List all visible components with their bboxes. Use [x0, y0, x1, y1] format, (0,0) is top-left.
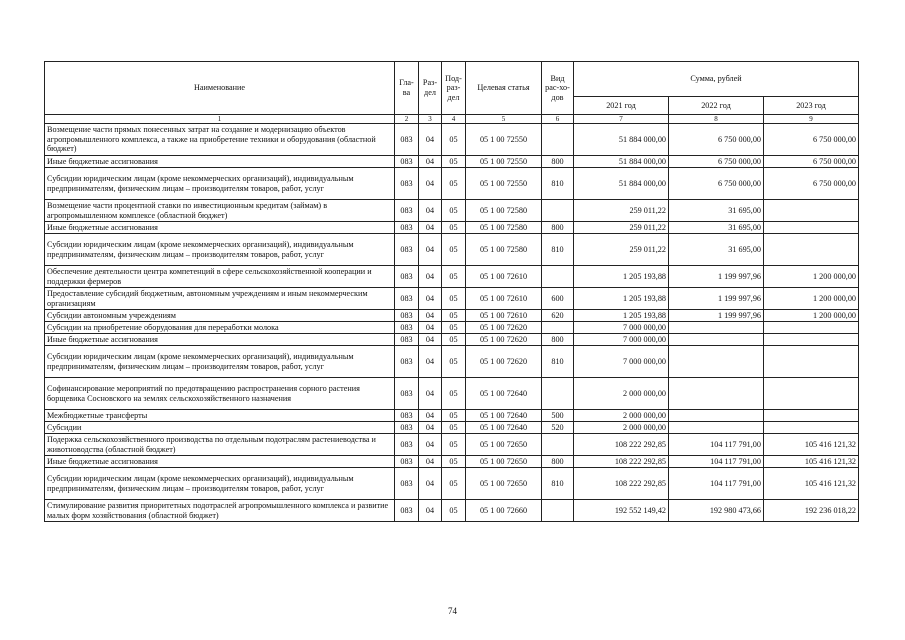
- row-sum-2021: 259 011,22: [574, 222, 669, 234]
- row-razdel: 04: [419, 322, 442, 334]
- row-expense-type: 500: [542, 410, 574, 422]
- row-sum-2021: 2 000 000,00: [574, 378, 669, 410]
- table-row: [45, 124, 859, 156]
- row-glava: 083: [395, 124, 419, 156]
- row-target-article: 05 1 00 72610: [466, 288, 542, 310]
- table-row: [45, 168, 859, 200]
- row-sum-2022: 1 199 997,96: [669, 310, 764, 322]
- row-razdel: 04: [419, 378, 442, 410]
- table-row: [45, 200, 859, 222]
- row-glava: 083: [395, 288, 419, 310]
- row-razdel: 04: [419, 168, 442, 200]
- row-podrazdel: 05: [442, 124, 466, 156]
- row-name: Иные бюджетные ассигнования: [45, 334, 395, 346]
- index-cell: 2: [395, 115, 419, 124]
- row-sum-2023: 105 416 121,32: [764, 468, 859, 500]
- row-sum-2021: 1 205 193,88: [574, 266, 669, 288]
- row-target-article: 05 1 00 72620: [466, 346, 542, 378]
- row-podrazdel: 05: [442, 434, 466, 456]
- row-podrazdel: 05: [442, 334, 466, 346]
- row-name: Подержка сельскохозяйственного производства по отдельным подотраслям растениеводства и животноводства (областной бюджет): [45, 434, 395, 456]
- row-expense-type: [542, 378, 574, 410]
- row-target-article: 05 1 00 72550: [466, 156, 542, 168]
- row-expense-type: [542, 266, 574, 288]
- table-row: [45, 156, 859, 168]
- row-sum-2022: 31 695,00: [669, 234, 764, 266]
- row-podrazdel: 05: [442, 378, 466, 410]
- row-expense-type: 810: [542, 346, 574, 378]
- row-name: Субсидии юридическим лицам (кроме некоммерческих организаций), индивидуальным предпринимателям, физическим лицам – производителям товаров, работ, услуг: [45, 168, 395, 200]
- page-number: 74: [448, 606, 457, 616]
- row-razdel: 04: [419, 310, 442, 322]
- table-row: [45, 346, 859, 378]
- row-name: Возмещение части прямых понесенных затрат на создание и модернизацию объектов агропромышленного комплекса, а также на приобретение техники и оборудования (областной бюджет): [45, 124, 395, 156]
- row-target-article: 05 1 00 72580: [466, 222, 542, 234]
- row-sum-2023: [764, 378, 859, 410]
- row-expense-type: 810: [542, 468, 574, 500]
- row-target-article: 05 1 00 72650: [466, 456, 542, 468]
- row-sum-2022: 104 117 791,00: [669, 434, 764, 456]
- header-2023: 2023 год: [764, 97, 859, 115]
- budget-table: [44, 61, 859, 522]
- row-razdel: 04: [419, 500, 442, 522]
- row-razdel: 04: [419, 156, 442, 168]
- row-podrazdel: 05: [442, 310, 466, 322]
- row-sum-2021: 108 222 292,85: [574, 434, 669, 456]
- row-glava: 083: [395, 456, 419, 468]
- row-podrazdel: 05: [442, 288, 466, 310]
- row-target-article: 05 1 00 72640: [466, 422, 542, 434]
- row-sum-2023: [764, 334, 859, 346]
- row-sum-2021: 2 000 000,00: [574, 422, 669, 434]
- table-row: [45, 500, 859, 522]
- table-row: [45, 322, 859, 334]
- row-sum-2023: 105 416 121,32: [764, 434, 859, 456]
- row-sum-2023: 105 416 121,32: [764, 456, 859, 468]
- row-sum-2022: 31 695,00: [669, 200, 764, 222]
- row-podrazdel: 05: [442, 156, 466, 168]
- row-sum-2023: [764, 422, 859, 434]
- row-sum-2022: [669, 346, 764, 378]
- row-name: Иные бюджетные ассигнования: [45, 156, 395, 168]
- row-podrazdel: 05: [442, 422, 466, 434]
- row-glava: 083: [395, 168, 419, 200]
- row-name: Субсидии юридическим лицам (кроме некоммерческих организаций), индивидуальным предпринимателям, физическим лицам – производителям товаров, работ, услуг: [45, 468, 395, 500]
- row-sum-2022: 104 117 791,00: [669, 456, 764, 468]
- header-summa: Сумма, рублей: [574, 62, 859, 97]
- row-name: Субсидии на приобретение оборудования для переработки молока: [45, 322, 395, 334]
- index-cell: 6: [542, 115, 574, 124]
- row-name: Субсидии юридическим лицам (кроме некоммерческих организаций), индивидуальным предпринимателям, физическим лицам – производителям товаров, работ, услуг: [45, 234, 395, 266]
- index-cell: 9: [764, 115, 859, 124]
- row-name: Софинансирование мероприятий по предотвращению распространения сорного растения борщевика Сосновского на землях сельскохозяйственного назначения: [45, 378, 395, 410]
- row-sum-2022: [669, 378, 764, 410]
- row-name: Обеспечение деятельности центра компетенций в сфере сельскохозяйственной кооперации и поддержки фермеров: [45, 266, 395, 288]
- row-expense-type: 810: [542, 168, 574, 200]
- row-glava: 083: [395, 500, 419, 522]
- table-row: [45, 266, 859, 288]
- header-2021: 2021 год: [574, 97, 669, 115]
- row-sum-2022: 6 750 000,00: [669, 156, 764, 168]
- row-sum-2022: [669, 410, 764, 422]
- row-expense-type: 810: [542, 234, 574, 266]
- row-razdel: 04: [419, 288, 442, 310]
- row-sum-2022: 6 750 000,00: [669, 168, 764, 200]
- row-name: Иные бюджетные ассигнования: [45, 456, 395, 468]
- row-name: Субсидии автономным учреждениям: [45, 310, 395, 322]
- row-expense-type: 800: [542, 156, 574, 168]
- table-row: [45, 468, 859, 500]
- index-cell: 5: [466, 115, 542, 124]
- row-sum-2023: 1 200 000,00: [764, 266, 859, 288]
- row-sum-2022: 6 750 000,00: [669, 124, 764, 156]
- row-podrazdel: 05: [442, 168, 466, 200]
- row-expense-type: 600: [542, 288, 574, 310]
- row-name: Возмещение части процентной ставки по инвестиционным кредитам (займам) в агропромышленном комплексе (областной бюджет): [45, 200, 395, 222]
- row-expense-type: [542, 200, 574, 222]
- table-row: [45, 310, 859, 322]
- row-expense-type: 800: [542, 456, 574, 468]
- table-row: [45, 410, 859, 422]
- header-celevaya: Целевая статья: [466, 62, 542, 115]
- row-name: Субсидии юридическим лицам (кроме некоммерческих организаций), индивидуальным предпринимателям, физическим лицам – производителям товаров, работ, услуг: [45, 346, 395, 378]
- row-expense-type: [542, 500, 574, 522]
- row-podrazdel: 05: [442, 456, 466, 468]
- row-sum-2023: [764, 234, 859, 266]
- row-glava: 083: [395, 410, 419, 422]
- row-sum-2021: 51 884 000,00: [574, 124, 669, 156]
- index-cell: 8: [669, 115, 764, 124]
- row-razdel: 04: [419, 124, 442, 156]
- table-row: [45, 288, 859, 310]
- row-glava: 083: [395, 422, 419, 434]
- row-sum-2023: [764, 346, 859, 378]
- table-row: [45, 222, 859, 234]
- row-glava: 083: [395, 434, 419, 456]
- row-sum-2023: 6 750 000,00: [764, 168, 859, 200]
- row-sum-2022: 192 980 473,66: [669, 500, 764, 522]
- row-sum-2021: 1 205 193,88: [574, 310, 669, 322]
- index-cell: 4: [442, 115, 466, 124]
- row-sum-2023: 6 750 000,00: [764, 124, 859, 156]
- row-glava: 083: [395, 234, 419, 266]
- row-target-article: 05 1 00 72550: [466, 124, 542, 156]
- row-sum-2021: 2 000 000,00: [574, 410, 669, 422]
- row-razdel: 04: [419, 234, 442, 266]
- row-expense-type: 800: [542, 222, 574, 234]
- table-row: [45, 234, 859, 266]
- row-glava: 083: [395, 266, 419, 288]
- row-sum-2023: [764, 322, 859, 334]
- row-sum-2021: 1 205 193,88: [574, 288, 669, 310]
- index-cell: 1: [45, 115, 395, 124]
- row-razdel: 04: [419, 456, 442, 468]
- row-sum-2023: 1 200 000,00: [764, 288, 859, 310]
- row-razdel: 04: [419, 434, 442, 456]
- row-target-article: 05 1 00 72580: [466, 200, 542, 222]
- row-expense-type: [542, 434, 574, 456]
- row-razdel: 04: [419, 468, 442, 500]
- row-razdel: 04: [419, 410, 442, 422]
- row-glava: 083: [395, 156, 419, 168]
- row-target-article: 05 1 00 72640: [466, 410, 542, 422]
- row-sum-2023: [764, 222, 859, 234]
- row-target-article: 05 1 00 72660: [466, 500, 542, 522]
- row-sum-2023: 6 750 000,00: [764, 156, 859, 168]
- row-sum-2021: 7 000 000,00: [574, 322, 669, 334]
- row-target-article: 05 1 00 72610: [466, 310, 542, 322]
- row-expense-type: [542, 322, 574, 334]
- row-podrazdel: 05: [442, 322, 466, 334]
- row-sum-2022: 31 695,00: [669, 222, 764, 234]
- row-glava: 083: [395, 310, 419, 322]
- row-name: Иные бюджетные ассигнования: [45, 222, 395, 234]
- row-glava: 083: [395, 322, 419, 334]
- row-sum-2021: 108 222 292,85: [574, 456, 669, 468]
- index-cell: 7: [574, 115, 669, 124]
- row-target-article: 05 1 00 72550: [466, 168, 542, 200]
- row-target-article: 05 1 00 72620: [466, 334, 542, 346]
- row-expense-type: 800: [542, 334, 574, 346]
- row-glava: 083: [395, 222, 419, 234]
- row-target-article: 05 1 00 72620: [466, 322, 542, 334]
- row-razdel: 04: [419, 200, 442, 222]
- row-expense-type: [542, 124, 574, 156]
- row-podrazdel: 05: [442, 200, 466, 222]
- row-sum-2021: 51 884 000,00: [574, 156, 669, 168]
- table-row: [45, 422, 859, 434]
- row-glava: 083: [395, 334, 419, 346]
- row-expense-type: 520: [542, 422, 574, 434]
- row-glava: 083: [395, 378, 419, 410]
- row-glava: 083: [395, 200, 419, 222]
- row-podrazdel: 05: [442, 500, 466, 522]
- row-target-article: 05 1 00 72650: [466, 434, 542, 456]
- row-podrazdel: 05: [442, 222, 466, 234]
- row-razdel: 04: [419, 422, 442, 434]
- row-sum-2022: [669, 422, 764, 434]
- row-podrazdel: 05: [442, 468, 466, 500]
- row-sum-2022: 1 199 997,96: [669, 266, 764, 288]
- table-row: [45, 334, 859, 346]
- row-sum-2021: 192 552 149,42: [574, 500, 669, 522]
- row-sum-2021: 259 011,22: [574, 200, 669, 222]
- row-name: Межбюджетные трансферты: [45, 410, 395, 422]
- row-sum-2023: [764, 410, 859, 422]
- row-razdel: 04: [419, 346, 442, 378]
- row-expense-type: 620: [542, 310, 574, 322]
- row-razdel: 04: [419, 266, 442, 288]
- table-body: [45, 115, 859, 522]
- row-target-article: 05 1 00 72610: [466, 266, 542, 288]
- row-target-article: 05 1 00 72650: [466, 468, 542, 500]
- column-index-row: [45, 115, 859, 124]
- row-name: Предоставление субсидий бюджетным, автономным учреждениям и иным некоммерческим организациям: [45, 288, 395, 310]
- row-glava: 083: [395, 468, 419, 500]
- row-sum-2021: 259 011,22: [574, 234, 669, 266]
- row-podrazdel: 05: [442, 410, 466, 422]
- row-sum-2023: 1 200 000,00: [764, 310, 859, 322]
- header-glava: Гла-ва: [395, 62, 419, 115]
- row-sum-2022: [669, 334, 764, 346]
- row-sum-2021: 51 884 000,00: [574, 168, 669, 200]
- table-row: [45, 456, 859, 468]
- row-sum-2022: 104 117 791,00: [669, 468, 764, 500]
- table-row: [45, 434, 859, 456]
- row-sum-2021: 7 000 000,00: [574, 334, 669, 346]
- row-sum-2021: 108 222 292,85: [574, 468, 669, 500]
- index-cell: 3: [419, 115, 442, 124]
- table-row: [45, 378, 859, 410]
- row-sum-2022: 1 199 997,96: [669, 288, 764, 310]
- row-sum-2023: [764, 200, 859, 222]
- row-sum-2021: 7 000 000,00: [574, 346, 669, 378]
- row-razdel: 04: [419, 222, 442, 234]
- header-2022: 2022 год: [669, 97, 764, 115]
- row-glava: 083: [395, 346, 419, 378]
- row-name: Стимулирование развития приоритетных подотраслей агропромышленного комплекса и развитие малых форм хозяйствования (областной бюджет): [45, 500, 395, 522]
- row-podrazdel: 05: [442, 266, 466, 288]
- row-sum-2022: [669, 322, 764, 334]
- header-razdel: Раз-дел: [419, 62, 442, 115]
- header-vid: Вид рас-хо-дов: [542, 62, 574, 115]
- row-target-article: 05 1 00 72640: [466, 378, 542, 410]
- row-podrazdel: 05: [442, 346, 466, 378]
- header-podrazdel: Под-раз-дел: [442, 62, 466, 115]
- row-target-article: 05 1 00 72580: [466, 234, 542, 266]
- row-razdel: 04: [419, 334, 442, 346]
- row-podrazdel: 05: [442, 234, 466, 266]
- row-sum-2023: 192 236 018,22: [764, 500, 859, 522]
- header-name: Наименование: [45, 62, 395, 115]
- row-name: Субсидии: [45, 422, 395, 434]
